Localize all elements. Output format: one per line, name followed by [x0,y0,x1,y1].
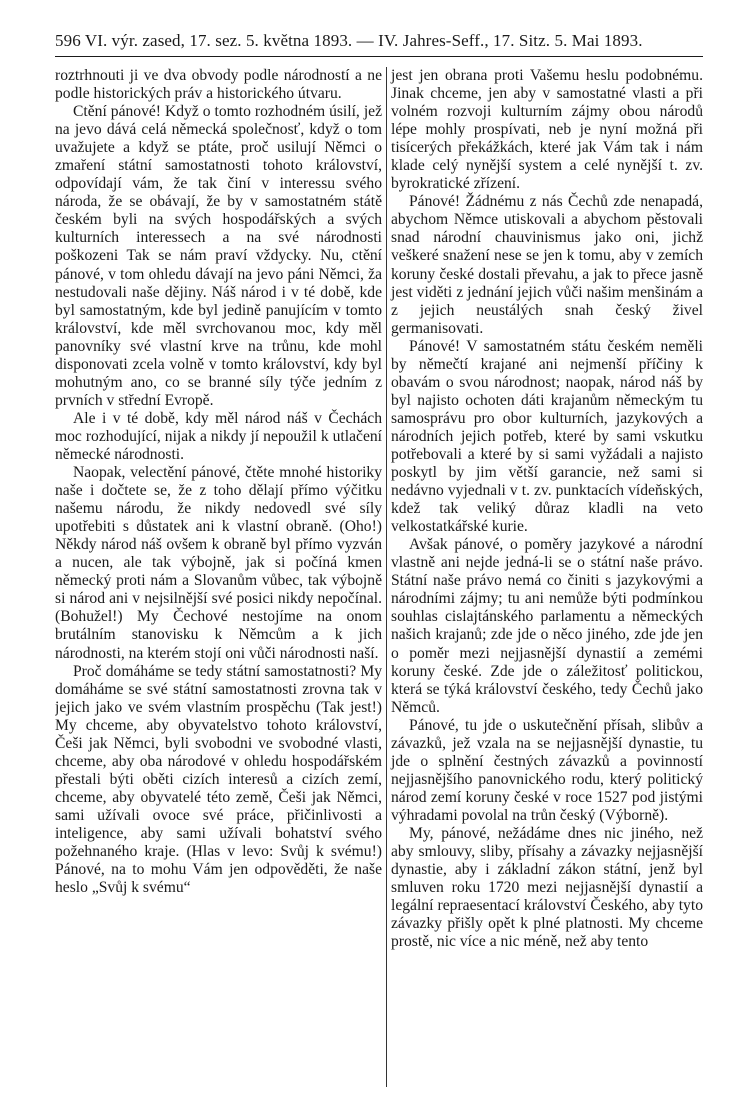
paragraph: My, pánové, nežádáme dnes nic jiného, než aby smlouvy, sliby, přísahy a závazky nejjasnější dynastie, aby i základní zákon státní, jenž byl smluven roku 1720 mezi nejjasnější dynastií a legální repraesentací království Českého, aby tyto závazky přišly opět k plné platnosti. My chceme prostě, nic více a nic méně, než aby tento [391,824,703,951]
left-column [55,67,382,897]
paragraph: Naopak, velectění pánové, čtěte mnohé historiky naše i dočtete se, že z toho dělají přímo výčitku našemu národu, že nikdy nedovedl své síly upotřebiti s důstatek ani k vlastní obraně. (Oho!) Někdy národ náš ovšem k obraně byl přímo vyzván a nucen, ale tak výbojně, jak si počíná kmen německý proti nám a Slovanům vůbec, tak výbojně si národ ani v nejsilnější své posici nikdy nepočínal. (Bohužel!) My Čechové nestojíme na onom brutálním stanovisku k Němcům a k jich národnosti, na kterém stojí oni vůči národnosti naší. [55,464,382,662]
paragraph: Pánové! Žádnému z nás Čechů zde nenapadá, abychom Němce utiskovali a abychom pěstovali snad národní chauvinismus jako oni, jichž veškeré snažení nese se jen k tomu, aby v zemích koruny české dostali převahu, a jak to přece jasně jest viděti z jednání jejich vůči našim menšinám a z jejich neustálých snah český živel germanisovati. [391,193,703,337]
paragraph: Pánové! V samostatném státu českém neměli by němečtí krajané ani nejmenší příčiny k obavám o svou národnost; naopak, národ náš by byl najisto ochoten dáti krajanům německým tu samosprávu pro obor kulturních, jazykových a národních jejich potřeb, které by sami vskutku potřebovali a které by si sami vyžádali a najisto poskytl by jim větší garancie, než sami si nedávno vyjednali v t. zv. punktacích vídeňských, kdež tak veliký důraz kladli na veto velkostatkářské kurie. [391,337,703,536]
right-column [391,67,703,951]
paragraph: jest jen obrana proti Vašemu heslu podobnému. Jinak chceme, jen aby v samostatné vlasti a při volném rozvoji kulturním zájmy obou národů lépe mohly prospívati, neb je nyní možná při tisícerých překážkách, které jak Vám tak i nám klade celý nynější system a celé nynější t. zv. byrokratické zřízení. [391,67,703,193]
paragraph: roztrhnouti ji ve dva obvody podle národností a ne podle historických práv a historického útvaru. [55,67,382,103]
paragraph: Pánové, tu jde o uskutečnění přísah, slibův a závazků, jež vzala na se nejjasnější dynastie, tu jde o splnění čestných závazků a povinností nejjasnějšího panovnického rodu, který politický národ zemí koruny české v roce 1527 pod jistými výhradami povolal na trůn český (Výborně). [391,716,703,824]
column-divider [386,67,387,1087]
page-header: 596 VI. výr. zased, 17. sez. 5. května 1893. — IV. Jahres-Seff., 17. Sitz. 5. Mai 1893. [55,30,703,57]
text-columns [55,67,703,1107]
paragraph: Ctění pánové! Když o tomto rozhodném úsilí, jež na jevo dává celá německá společnosť, když o tom uvažujete a když se ptáte, proč usilují Němci o zmaření státní samostatnosti tohoto království, odpovídají vám, že tak činí v interessu svého národa, že se obávají, že by v samostatném státě českém byli na svých hospodářských a svých kulturních interessech a na své národnosti poškozeni Tak se nám praví vždycky. Nu, ctění pánové, v tom ohledu dávají na jevo páni Němci, ža nestudovali naše dějiny. Náš národ i v té době, kde byl samostatným, kde byl jedině panujícím v tomto království, kde měl svrchovanou moc, kdy měl panovníky své vlastní krve na trůnu, kde mohl disponovati zcela volně v tomto království, kdy byl mohutným ano, co se branné síly týče jedním z prvních v střední Evropě. [55,103,382,409]
paragraph: Avšak pánové, o poměry jazykové a národní vlastně ani nejde jedná-li se o státní naše právo. Státní naše právo nemá co činiti s jazykovými a národními zájmy; tu ani nemůže býti podmínkou souhlas cislajtánského parlamentu a německých našich krajanů; zde jde o něco jiného, zde jde jen o poměr mezi nejjasnější dynastií a zemémi koruny české. Zde jde o záležitosť politickou, která se týká království českého, tedy Čechů jako Němců. [391,536,703,716]
paragraph: Ale i v té době, kdy měl národ náš v Čechách moc rozhodující, nijak a nikdy jí nepoužil k utlačení německé národnosti. [55,409,382,463]
paragraph: Proč domáháme se tedy státní samostatnosti? My domáháme se své státní samostatnosti zrovna tak v jejich jako ve svém vlastním prospěchu (Tak jest!) My chceme, aby obyvatelstvo tohoto království, Češi jak Němci, byli svobodni ve svobodné vlasti, chceme, aby oba národové v ohledu hospodářském přestali býti oběti cizích interesů a cizích zemí, chceme, aby obyvatelé této země, Češi jak Němci, sami užívali ovoce své práce, přičinlivosti a inteligence, aby sami užívali bohatství svého požehnaného kraje. (Hlas v levo: Svůj k svému!) Pánové, na to mohu Vám jen odpověděti, že naše heslo „Svůj k svému“ [55,662,382,897]
